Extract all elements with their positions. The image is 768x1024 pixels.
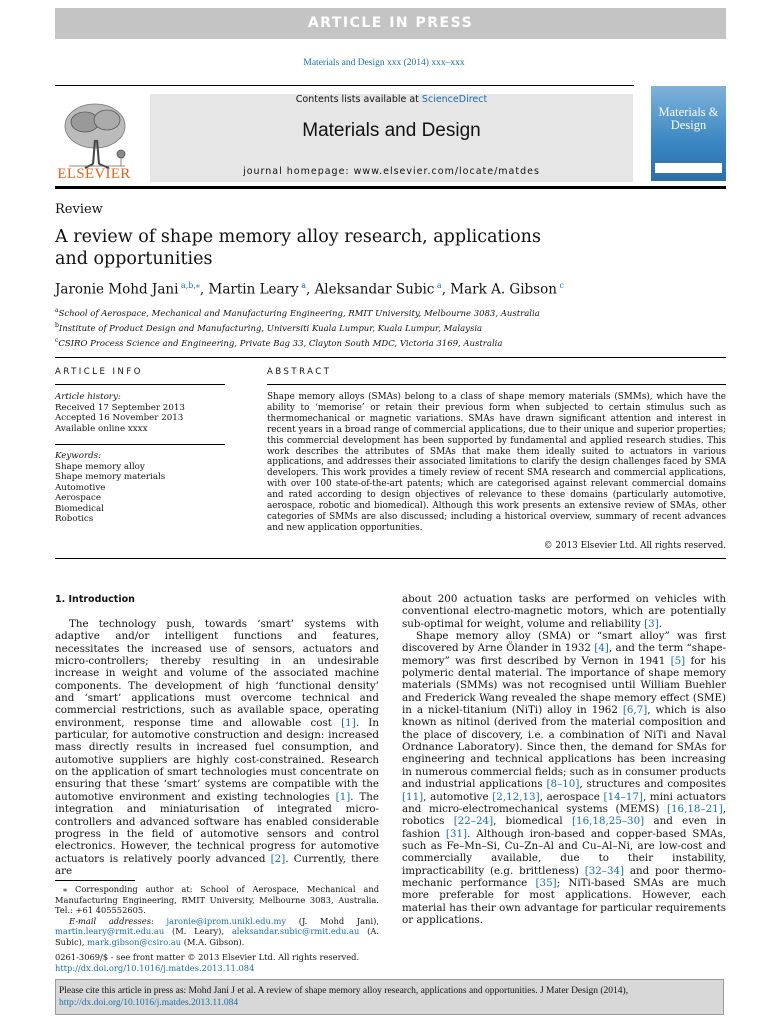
section-heading-introduction: 1. Introduction (55, 594, 135, 605)
author-affiliation-marker[interactable]: a,b,⁎ (178, 281, 200, 290)
body-paragraph (55, 618, 379, 877)
keyword-item: Robotics (55, 514, 94, 524)
author-emails (55, 916, 379, 948)
keyword-item: Shape memory alloy (55, 461, 145, 472)
journal-homepage: journal homepage: www.elsevier.com/locate/matdes (243, 166, 540, 177)
body-text-run: Shape memory alloy (SMA) or “smart alloy” was first discovered by Arne Ölander in 1932 (402, 630, 726, 655)
sciencedirect-link[interactable]: ScienceDirect (421, 94, 488, 105)
reference-link[interactable]: [2,12,13] (492, 790, 540, 803)
reference-link[interactable]: [5] (670, 654, 686, 667)
author-affiliation-marker[interactable]: c (556, 281, 564, 290)
reference-link[interactable]: [6,7] (622, 704, 648, 717)
keyword-item: Biomedical (55, 503, 104, 514)
abstract-text: Shape memory alloys (SMAs) belong to a class of shape memory materials (SMMs), which have the ability to ‘memorise’ or retain their previous form when subjected to certain stimulus such as thermomechanical or magnetic variations. SMAs have drawn significant attention and interest in recent years in a broad range of commercial applications, due to their unique and superior properties; this commercial development has been supported by fundamental and applied research studies. This work describes the attributes of SMAs that make them ideally suited to actuators in various applications, and addresses their associated limitations to clarify the design challenges faced by SMA developers. This work provides a timely review of recent SMA research and commercial applications, with over 100 state-of-the-art patents; which are categorised against relevant commercial domains and rated according to design objectives of relevance to these domains (particularly automotive, aerospace, robotic and biomedical). Although this work presents an extensive review of SMAs, other categories of SMMs are also discussed; including a historical overview, summary of recent advances and new application opportunities. (267, 392, 726, 533)
author-name: Jaronie Mohd Jani (55, 281, 179, 298)
reference-link[interactable]: [8–10] (546, 778, 580, 791)
reference-link[interactable]: [1] (341, 716, 356, 729)
contents-availability (150, 94, 633, 105)
reference-link[interactable]: [2] (270, 852, 286, 865)
history-label: Article history: (55, 392, 121, 402)
article-history (55, 392, 225, 434)
cover-title: Materials & Design (658, 105, 719, 132)
reference-link[interactable]: [1] (335, 790, 351, 803)
body-text-run: . (658, 617, 663, 630)
article-title: A review of shape memory alloy research, applications and opportunities (55, 227, 541, 269)
body-text-run: (J. Mohd Jani), (286, 915, 379, 926)
body-text-run: , aerospace (539, 790, 604, 803)
body-text-run: (M.A. Gibson). (181, 936, 245, 947)
body-text-run: , mini actuators and micro-electromechanical systems (MEMS) (402, 790, 726, 815)
please-cite-doi-link[interactable]: http://dx.doi.org/10.1016/j.matdes.2013.11.084 (59, 998, 239, 1008)
history-online: Available online xxxx (55, 423, 148, 434)
abstract-rule (267, 384, 726, 385)
affiliation-item (55, 320, 555, 335)
email-link[interactable]: jaronie@iprom.unikl.edu.my (166, 915, 287, 926)
body-text-run: . In particular, for automotive construction and design: increased mass directly results in increased fuel consumption, and automotive suppliers are highly cost-constrained. Research on the application of smart technologies must concentrate on ensuring that these ‘smart’ systems are compatible with the automotive environment and existing technologies (55, 716, 379, 803)
reference-link[interactable]: [3] (644, 617, 659, 630)
keyword-item: Aerospace (55, 493, 102, 503)
body-paragraph (402, 593, 726, 630)
email-link[interactable]: martin.leary@rmit.edu.au (55, 926, 165, 936)
abstract-copyright: © 2013 Elsevier Ltd. All rights reserved. (543, 541, 726, 551)
body-text-run: , robotics (402, 802, 726, 828)
reference-link[interactable]: [16,18,25–30] (572, 815, 645, 828)
footnote (55, 884, 379, 947)
journal-citation-link[interactable]: Materials and Design xxx (2014) xxx–xxx (303, 58, 465, 68)
reference-link[interactable]: [32–34] (584, 864, 625, 877)
history-received: Received 17 September 2013 (55, 402, 185, 413)
body-text-run: . Although iron-based and copper-based SMAs, such as Fe–Mn–Si, Cu–Zn–Al and Cu–Al–Ni, are low-cost and commercially available, due to their instability, impracticability (e.g. brittleness) (402, 827, 727, 877)
abstract-end-rule (55, 558, 726, 559)
affiliation-marker: c (55, 336, 59, 344)
author-list: Jaronie Mohd Jani $^{a,b,⁎}$, Martin Leary $^a$, Aleksandar Subic $^a$, Mark A. Gibson $^c$ (55, 281, 564, 298)
affiliation-marker: a (55, 307, 59, 314)
keywords-label: Keywords: (55, 451, 102, 461)
section-rule (55, 357, 726, 358)
keyword-item: Automotive (55, 482, 106, 493)
keywords-block (55, 451, 225, 525)
author-affiliation-marker[interactable]: a (298, 281, 306, 290)
email-link[interactable]: aleksandar.subic@rmit.edu.au (231, 926, 360, 936)
issn-line: 0261-3069/$ - see front matter © 2013 Elsevier Ltd. All rights reserved. (55, 952, 360, 962)
cover-strip (655, 163, 722, 173)
affiliation-text: School of Aerospace, Mechanical and Manufacturing Engineering, RMIT University, Melbourne 3083, Australia (58, 308, 540, 319)
reference-link[interactable]: [16,18–21] (666, 802, 723, 815)
affiliation-item (55, 305, 555, 320)
email-link[interactable]: mark.gibson@csiro.au (87, 936, 182, 947)
author-name: Martin Leary (208, 281, 299, 298)
elsevier-wordmark: ELSEVIER (57, 166, 131, 182)
body-text-run: , biomedical (493, 815, 573, 828)
header-rule (55, 85, 634, 86)
article-info-rule (55, 384, 225, 385)
article-type: Review (55, 202, 103, 217)
reference-link[interactable]: [4] (594, 642, 609, 655)
body-paragraph (402, 630, 726, 926)
keywords-rule (55, 444, 225, 445)
body-text-run: . The integration and miniaturisation of integrated micro-controllers and advanced software has enabled considerable progress in the field of automotive sensors and control electronics. However, the technical progress for automotive actuators is relatively poorly advanced (55, 790, 379, 865)
corresponding-author-note: ⁎ Corresponding author at: School of Aerospace, Mechanical and Manufacturing Engineering, RMIT University, Melbourne 3083, Australia. Tel.: +61 405552605. (55, 884, 379, 915)
please-cite-box (55, 979, 724, 1015)
author-name: Aleksandar Subic (314, 281, 435, 298)
body-text-run: ; NiTi-based SMAs are much more preferable for most applications. However, each material has their own advantage for particular requirements or applications. (402, 876, 726, 926)
body-text-run: (M. Leary), (164, 926, 232, 936)
history-accepted: Accepted 16 November 2013 (55, 413, 184, 423)
body-text-run: for his polymeric dental material. The importance of shape memory materials (SMMs) was not recognised until William Buehler and Frederick Wang revealed the shape memory effect (SME) in a nickel-titanium (NiTi) alloy in 1962 (402, 654, 726, 717)
body-text-run: (A. Subic), (55, 926, 379, 947)
affiliation-text: Institute of Product Design and Manufacturing, Universiti Kuala Lumpur, Kuala Lumpur, Malaysia (58, 323, 483, 334)
abstract-heading: ABSTRACT (267, 367, 332, 377)
reference-link[interactable]: [22–24] (453, 815, 494, 828)
reference-link[interactable]: [35] (535, 876, 557, 889)
author-affiliation-marker[interactable]: a (434, 281, 442, 290)
affiliation-marker: b (55, 321, 59, 329)
body-text-run: , structures and composites (579, 778, 726, 791)
header-thick-rule (55, 186, 726, 189)
body-text-run: . Currently, there are (55, 852, 379, 877)
reference-link[interactable]: [11] (402, 790, 424, 803)
body-text-run: and even in fashion (402, 815, 726, 840)
contents-prefix: Contents lists available at (295, 94, 422, 105)
doi-link[interactable]: http://dx.doi.org/10.1016/j.matdes.2013.11.084 (55, 963, 255, 973)
article-in-press-banner: ARTICLE IN PRESS (55, 8, 726, 39)
body-text-run: about 200 actuation tasks are performed on vehicles with conventional electro-magnetic motors, which are potentially sub-optimal for weight, volume and reliability (402, 593, 726, 630)
body-text-run: , automotive (423, 790, 493, 803)
body-text-run: , which is also known as nitinol (derived from the material composition and the place of discovery, i.e. a combination of NiTi and Naval Ordnance Laboratory). Since then, the demand for SMAs for engineering and technical applications has been increasing in numerous commercial fields; such as in consumer products and industrial applications (402, 704, 726, 791)
body-left-column (55, 618, 379, 877)
keyword-item: Shape memory materials (55, 472, 166, 482)
affiliation-text: CSIRO Process Science and Engineering, Private Bag 33, Clayton South MDC, Victoria 3169, Australia (58, 338, 503, 349)
footnote-rule (55, 880, 135, 881)
issn-doi-block (55, 952, 359, 974)
author-name: Mark A. Gibson (450, 281, 557, 298)
reference-link[interactable]: [31] (445, 827, 468, 840)
body-right-column (402, 593, 726, 926)
article-info-heading: ARTICLE INFO (55, 367, 143, 377)
affiliations (55, 305, 555, 349)
please-cite-text: Please cite this article in press as: Mohd Jani J et al. A review of shape memory alloy research, applications and opportunities. J Mater Design (2014), (59, 986, 629, 996)
body-text-run: and poor thermo-mechanic performance (402, 864, 726, 889)
affiliation-item (55, 335, 555, 350)
journal-title: Materials and Design (302, 120, 481, 141)
email-label: E-mail addresses: (69, 915, 167, 926)
body-text-run: , and the term “shape-memory” was first described by Vernon in 1941 (402, 642, 727, 667)
body-text-run: The technology push, towards ‘smart’ systems with adaptive and/or intelligent functions and features, necessitates the increased use of sensors, actuators and micro-controllers; thereby resulting in an undesirable increase in weight and volume of the associated machine components. The development of high ‘functional density’ and ‘smart’ applications must overcome technical and commercial restrictions, such as available space, operating environment, response time and allowable cost (55, 618, 379, 729)
journal-cover-thumbnail (651, 86, 726, 181)
reference-link[interactable]: [14–17] (603, 790, 643, 803)
